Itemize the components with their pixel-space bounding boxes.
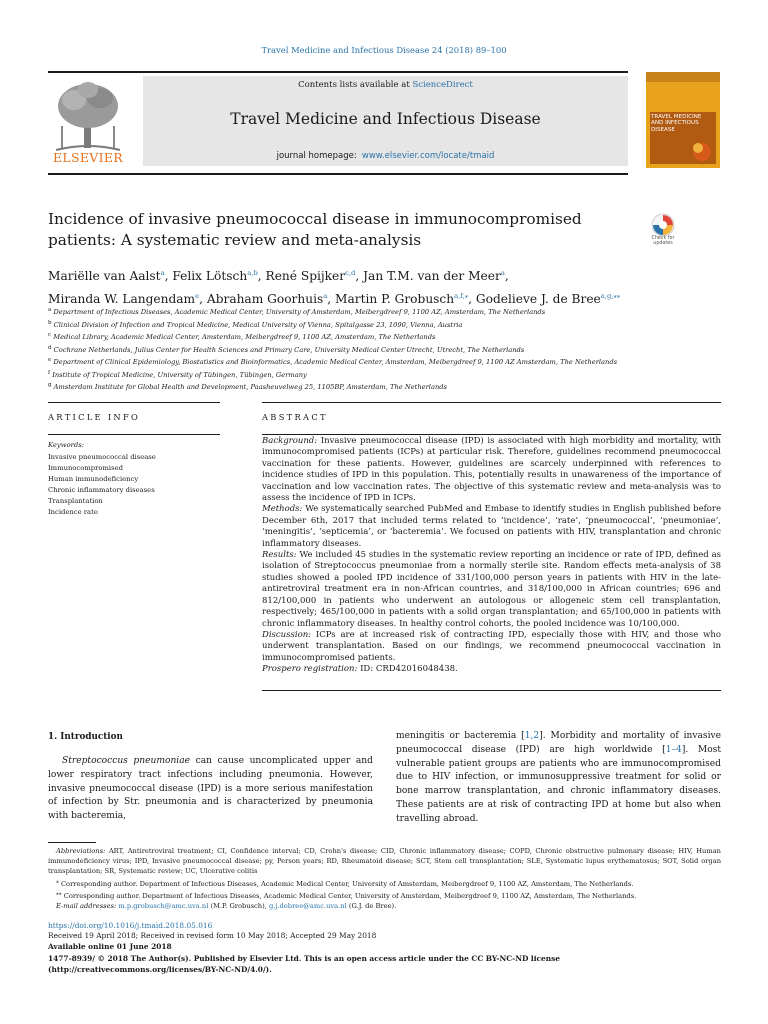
article-title: Incidence of invasive pneumococcal disease in immunocompromised patients: A systematic review and meta-analysis (48, 210, 582, 249)
abstract-methods: Methods: We systematically searched PubMed and Embase to identify studies in English published before December 6th, 2017 that included terms related to ‘incidence’, ‘rate’, ‘pneumococcal’, ‘pneumoniae’, ‘meningitis’, ‘septicemia’, or ‘bacteremia’. We focused on patients with HIV, transplantation and chronic inflammatory diseases. (262, 504, 722, 549)
footnotes (48, 846, 721, 912)
affiliation: $^g$ Amsterdam Institute for Global Health and Development, Paasheuvelweg 25, 1105BP, Amsterdam, The Netherlands (48, 382, 447, 392)
footnote-rule (48, 842, 96, 843)
online-date: Available online 01 June 2018 (48, 941, 172, 951)
header-top-rule (48, 71, 628, 73)
author[interactable]: Mariëlle van Aalst$^a$ (48, 269, 165, 284)
article-info-mid-rule (48, 434, 220, 435)
keywords-list (48, 452, 156, 519)
abstract-results: Results: We included 45 studies in the systematic review reporting an incidence or rate of IPD, defined as isolation of Streptococcus pneumoniae from a normally sterile site. Random effects meta-analysis of 38 studies showed a pooled IPD incidence of 331/100,000 person years in patients with HIV in the late-antiretroviral treatment era in non-African countries, and 318/100,000 in African countries; 696 and 812/100,000 in patients who underwent an autologous or allogeneic stem cell transplantation, respectively; 465/100,000 in patients with a solid organ transplantation; and 65/100,000 in patients with chronic inflammatory diseases. In healthy control cohorts, the pooled incidence was 10/100,000. (262, 550, 721, 629)
keyword: Incidence rate (48, 508, 98, 517)
affiliation: $^f$ Institute of Tropical Medicine, University of Tübingen, Tübingen, Germany (48, 369, 307, 379)
intro-column-left: Streptococcus pneumoniae can cause uncomplicated upper and lower respiratory tract infections including pneumonia. However, invasive pneumococcal disease (IPD) is a more serious manifestation of infection by Str. pneumonia and is characterized by pneumonia with bacteremia, (48, 756, 373, 822)
affiliation: $^d$ Cochrane Netherlands, Julius Center for Health Sciences and Primary Care, University Medical Center Utrecht, Utrecht, The Netherlands (48, 344, 525, 354)
abstract-registration: Prospero registration: ID: CRD42016048438. (262, 664, 458, 675)
intro-column-right: meningitis or bacteremia [1,2]. Morbidity and mortality of invasive pneumococcal disease (IPD) are high worldwide [1–4]. Most vulnerable patient groups are patients who are immunocompromised due to HIV infection, or immunosuppressive treatment for solid or bone marrow transplantation, and chronic inflammatory diseases. These patients are at risk of contracting IPD at home but also when travelling abroad. (396, 731, 722, 824)
journal-homepage-line: journal homepage: www.elsevier.com/locate/tmaid (276, 151, 495, 161)
author[interactable]: René Spijker$^{c,d}$ (265, 269, 356, 284)
introduction-heading: 1. Introduction (48, 732, 123, 742)
affiliation: $^c$ Medical Library, Academic Medical Center, Amsterdam, Meibergdreef 9, 1100 AZ, Amsterdam, The Netherlands (48, 332, 436, 342)
author[interactable]: Miranda W. Langendam$^e$ (48, 292, 200, 307)
citation-link[interactable]: 1,2 (524, 731, 540, 741)
doi-link[interactable]: https://doi.org/10.1016/j.tmaid.2018.05.016 (48, 921, 213, 930)
abstract-mid-rule (262, 434, 721, 435)
article-info-top-rule (48, 402, 220, 403)
affiliations (48, 305, 708, 393)
journal-title: Travel Medicine and Infectious Disease (230, 110, 541, 128)
article-meta (48, 921, 648, 975)
article-info-heading: ARTICLE INFO (48, 412, 141, 422)
email-link[interactable]: m.p.grobusch@amc.uva.nl (118, 902, 209, 911)
abstract-top-rule (262, 402, 721, 403)
contents-line: Contents lists available at ScienceDirect (298, 80, 473, 90)
author[interactable]: Felix Lötsch$^{a,b}$ (172, 269, 258, 284)
email-link[interactable]: g.j.debree@amc.uva.nl (268, 902, 347, 911)
author-list: Mariëlle van Aalst$^a$, Felix Lötsch$^{a,b}$, René Spijker$^{c,d}$, Jan T.M. van der Meer$^a$, Miranda W. Langendam$^e$, Abraham Goorhuis$^a$, Martin P. Grobusch$^{a,f,⁎}$, Godelieve J. de Bree$^{a,g,⁎⁎}$ (48, 269, 621, 307)
author[interactable]: Godelieve J. de Bree$^{a,g,⁎⁎}$ (475, 292, 621, 307)
author[interactable]: Jan T.M. van der Meer$^a$ (363, 269, 505, 284)
keyword: Transplantation (48, 497, 103, 506)
email-addresses: E-mail addresses: m.p.grobusch@amc.uva.nl (M.P. Grobusch), g.j.debree@amc.uva.nl (G.J. de Bree). (56, 902, 397, 911)
received-dates: Received 19 April 2018; Received in revised form 10 May 2018; Accepted 29 May 2018 (48, 931, 377, 941)
keyword: Chronic inflammatory diseases (48, 486, 155, 495)
citation-link[interactable]: 1–4 (665, 744, 682, 755)
affiliation: $^e$ Department of Clinical Epidemiology, Biostatistics and Bioinformatics, Academic Medical Center, Amsterdam, Meibergdreef 9, 1100 AZ Amsterdam, The Netherlands (48, 357, 618, 367)
journal-cover[interactable] (646, 72, 720, 168)
keyword: Invasive pneumococcal disease (48, 453, 156, 461)
header-bottom-rule (48, 173, 628, 175)
keywords-label: Keywords: (48, 441, 85, 449)
abstract-heading: ABSTRACT (262, 412, 328, 422)
affiliation: $^b$ Clinical Division of Infection and Tropical Medicine, Medical University of Vienna, Spitalgasse 23, 1090, Vienna, Austria (48, 319, 463, 329)
affiliation: $^a$ Department of Infectious Diseases, Academic Medical Center, University of Amsterdam, Meibergdreef 9, 1100 AZ, Amsterdam, The Netherlands (48, 307, 546, 317)
abbreviations-note: Abbreviations: ART, Antiretroviral treatment; CI, Confidence interval; CD, Crohn's disease; CID, Chronic inflammatory disease; COPD, Chronic obstructive pulmonary disease; HIV, Human immunodeficiency virus; IPD, Invasive pneumococcal disease; py, Person years; RD, Rheumatoid disease; SCT, Stem cell transplantation; SLE, Systematic lupus erythematosus; SOT, Solid organ transplantation; SR, Systematic review; UC, Ulcerative colitis (48, 847, 721, 876)
crossmark-label: Check for updates (651, 236, 675, 247)
journal-homepage-link[interactable]: www.elsevier.com/locate/tmaid (361, 151, 495, 161)
license-line-1: 1477-8939/ © 2018 The Author(s). Published by Elsevier Ltd. This is an open access article under the CC BY-NC-ND license (48, 954, 560, 964)
journal-reference[interactable]: Travel Medicine and Infectious Disease 24 (2018) 89–100 (261, 45, 507, 55)
cover-title: TRAVEL MEDICINE AND INFECTIOUS DISEASE (651, 114, 702, 133)
sciencedirect-link[interactable]: ScienceDirect (412, 80, 473, 90)
elsevier-logo[interactable] (48, 76, 128, 168)
abstract-bottom-rule (262, 690, 721, 691)
crossmark-icon (643, 212, 683, 238)
corresponding-author-1: ⁎ Corresponding author. Department of Infectious Diseases, Academic Medical Center, University of Amsterdam, Meibergdreef 9, 1100 AZ, Amsterdam, The Netherlands. (56, 878, 634, 888)
keyword: Immunocompromised (48, 464, 123, 473)
abstract-background: Background: Invasive pneumococcal disease (IPD) is associated with high morbidity and mortality, with immunocompromised patients (ICPs) at particular risk. Therefore, guidelines recommend pneumococcal vaccination for these patients. However, guidelines are scarcely underpinned with references to incidence studies of IPD in this population. This, potentially results in unawareness of the importance of vaccination and low vaccination rates. The objective of this systematic review and meta-analysis was to assess the incidence of IPD in ICPs. (262, 436, 722, 504)
corresponding-author-2: ⁎⁎ Corresponding author. Department of Infectious Diseases, Academic Medical Center, University of Amsterdam, Meibergdreef 9, 1100 AZ, Amsterdam, The Netherlands. (56, 891, 637, 901)
check-for-updates-button[interactable] (643, 212, 683, 250)
author[interactable]: Martin P. Grobusch$^{a,f,⁎}$ (335, 292, 469, 307)
abstract-body (262, 436, 721, 676)
author[interactable]: Abraham Goorhuis$^a$ (206, 292, 328, 307)
abstract-discussion: Discussion: ICPs are at increased risk of contracting IPD, especially those with HIV, and those who underwent transplantation. Based on our findings, we recommend pneumococcal vaccination in immunocompromised patients. (262, 629, 721, 663)
elsevier-wordmark: ELSEVIER (52, 150, 123, 165)
license-line-2[interactable]: (http://creativecommons.org/licenses/BY-NC-ND/4.0/). (48, 964, 272, 974)
keyword: Human immunodeficiency (48, 475, 139, 484)
